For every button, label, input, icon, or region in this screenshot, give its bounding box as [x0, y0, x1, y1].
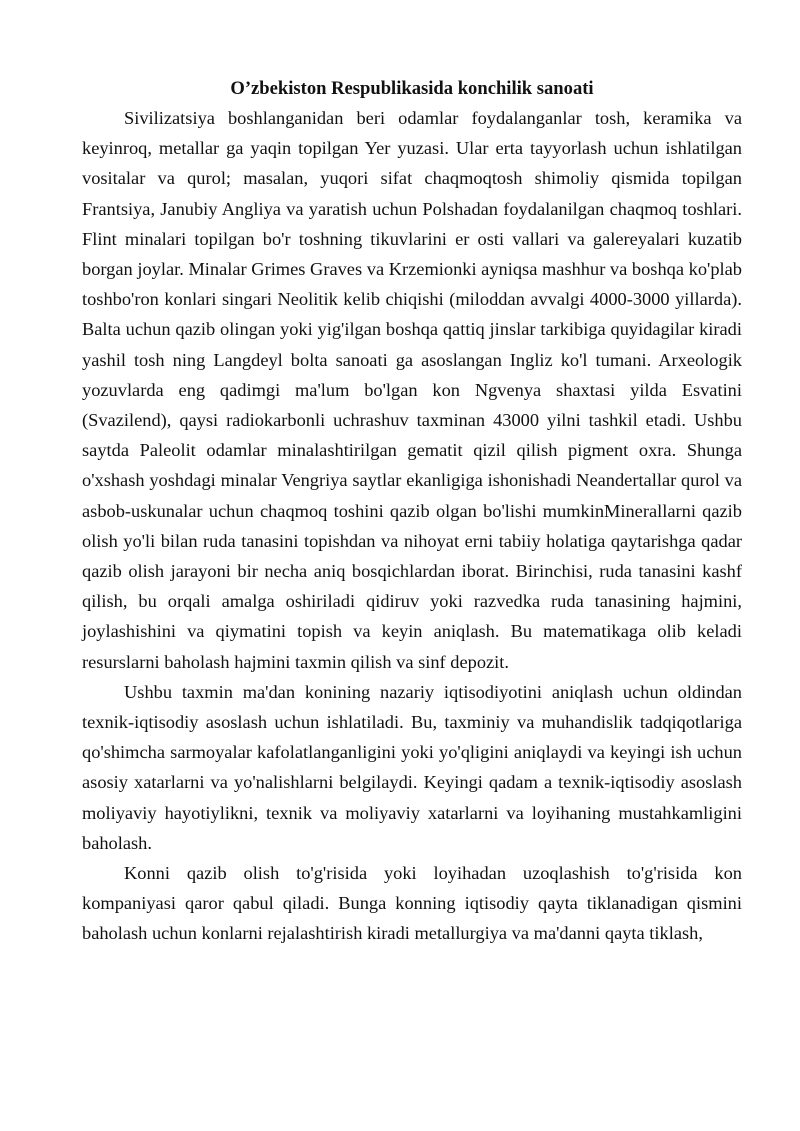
document-page: [82, 72, 742, 949]
paragraph-2: Ushbu taxmin ma'dan konining nazariy iqtisodiyotini aniqlash uchun oldindan texnik-iqtisodiy asoslash uchun ishlatiladi. Bu, taxminiy va muhandislik tadqiqotlariga qo'shimcha sarmoyalar kafolatlanganligini yoki yo'qligini aniqlaydi va keyingi ish uchun asosiy xatarlarni va yo'nalishlarni belgilaydi. Keyingi qadam a texnik-iqtisodiy asoslash moliyaviy hayotiylikni, texnik va moliyaviy xatarlarni va loyihaning mustahkamligini baholash.: [82, 681, 742, 853]
paragraph-1: Sivilizatsiya boshlanganidan beri odamlar foydalanganlar tosh, keramika va keyinroq, metallar ga yaqin topilgan Yer yuzasi. Ular erta tayyorlash uchun ishlatilgan vositalar va qurol; masalan, yuqori sifat chaqmoqtosh shimoliy qismida topilgan Frantsiya, Janubiy Angliya va yaratish uchun Polshadan foydalanilgan chaqmoq toshlari. Flint minalari topilgan bo'r toshning tikuvlarini er osti vallari va galereyalari kuzatib borgan joylar. Minalar Grimes Graves va Krzemionki ayniqsa mashhur va boshqa ko'plab toshbo'ron konlari singari Neolitik kelib chiqishi (miloddan avvalgi 4000-3000 yillarda). Balta uchun qazib olingan yoki yig'ilgan boshqa qattiq jinslar tarkibiga quyidagilar kiradi yashil tosh ning Langdeyl bolta sanoati ga asoslangan Ingliz ko'l tumani. Arxeologik yozuvlarda eng qadimgi ma'lum bo'lgan kon Ngvenya shaxtasi yilda Esvatini (Svazilend), qaysi radiokarbonli uchrashuv taxminan 43000 yilni tashkil etadi. Ushbu saytda Paleolit odamlar minalashtirilgan gematit qizil qilish pigment oxra. Shunga o'xshash yoshdagi minalar Vengriya saytlar ekanligiga ishonishadi Neandertallar qurol va asbob-uskunalar uchun chaqmoq toshini qazib olgan bo'lishi mumkinMinerallarni qazib olish yo'li bilan ruda tanasini topishdan va nihoyat erni tabiiy holatiga qaytarishga qadar qazib olish jarayoni bir necha aniq bosqichlardan iborat. Birinchisi, ruda tanasini kashf qilish, bu orqali amalga oshiriladi qidiruv yoki razvedka ruda tanasining hajmini, joylashishini va qiymatini topish va keyin aniqlash. Bu matematikaga olib keladi resurslarni baholash hajmini taxmin qilish va sinf depozit.: [82, 108, 742, 672]
document-title: O’zbekiston Respublikasida konchilik sanoati: [230, 78, 594, 99]
paragraph-3: Konni qazib olish to'g'risida yoki loyihadan uzoqlashish to'g'risida kon kompaniyasi qaror qabul qiladi. Bunga konning iqtisodiy qayta tiklanadigan qismini baholash uchun konlarni rejalashtirish kiradi metallurgiya va ma'danni qayta tiklash,: [82, 863, 742, 944]
